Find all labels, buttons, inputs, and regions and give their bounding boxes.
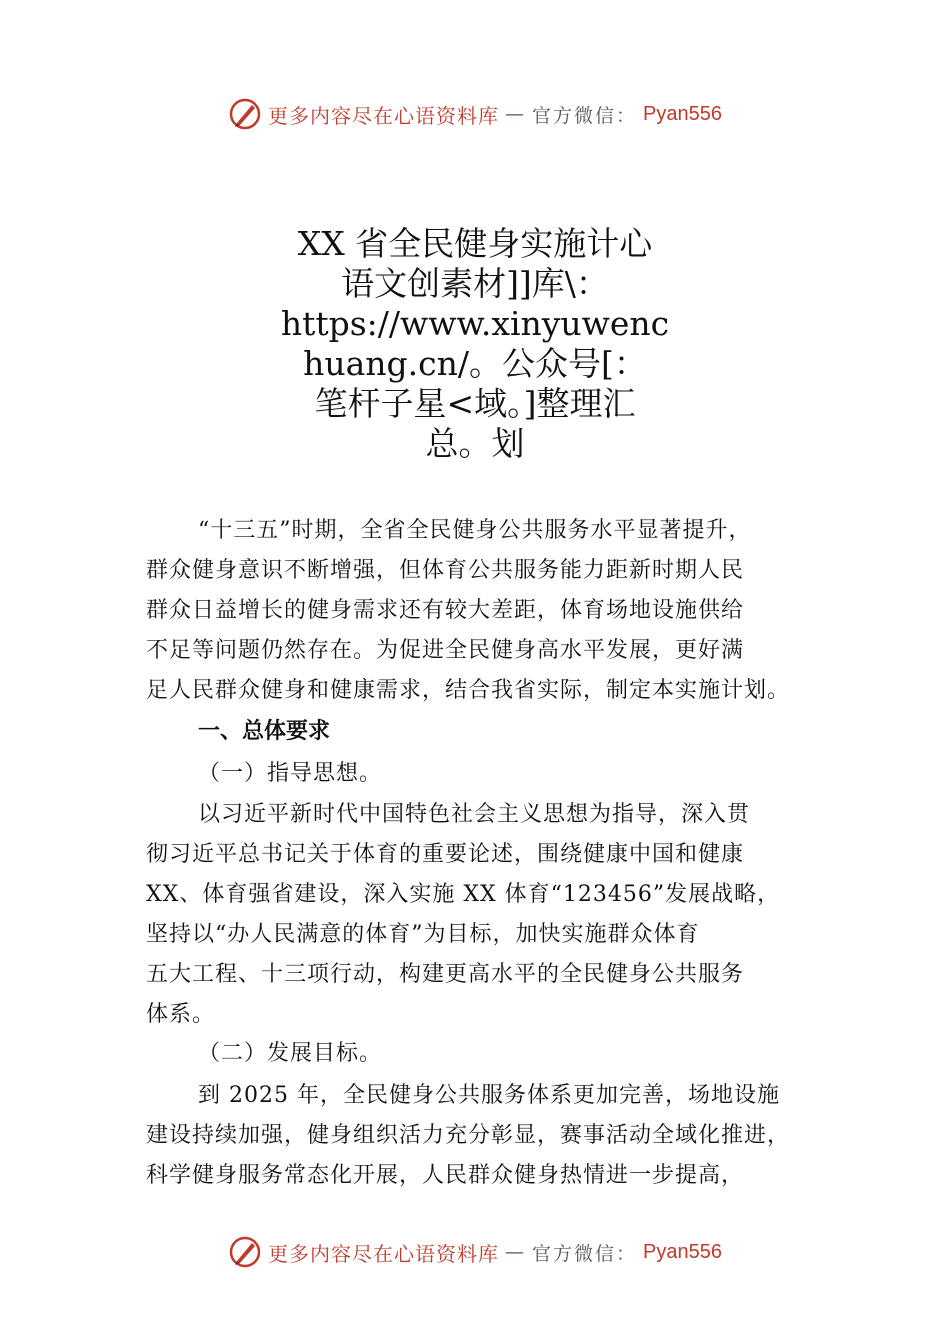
paragraph-line: 足人民群众健身和健康需求，结合我省实际，制定本实施计划。 — [146, 678, 791, 703]
banner-wechat-id: Pyan556 — [643, 1240, 722, 1263]
paragraph-line: 以习近平新时代中国特色社会主义思想为指导，深入贯 — [198, 802, 751, 827]
title-line: huang.cn/。公众号[： — [303, 344, 647, 383]
footer-watermark-banner — [0, 1232, 950, 1272]
paragraph-line: 彻习近平总书记关于体育的重要论述，围绕健康中国和健康 — [146, 842, 745, 867]
title-line: https://www.xinyuwenc — [280, 304, 670, 343]
banner-dash: — — [505, 103, 526, 125]
guiding-ideology-paragraph — [146, 795, 846, 1035]
header-watermark-banner — [0, 94, 950, 134]
paragraph-line: 科学健身服务常态化开展，人民群众健身热情进一步提高， — [146, 1163, 745, 1188]
development-goals-paragraph — [146, 1076, 846, 1196]
banner-brand: 更多内容尽在心语资料库 — [268, 103, 499, 128]
subsection-heading: （二）发展目标。 — [198, 1041, 383, 1066]
banner-wechat-label: 官方微信： — [532, 104, 638, 127]
subsection-heading: （一）指导思想。 — [198, 761, 383, 786]
title-line: 总。划 — [425, 424, 525, 463]
document-title — [0, 224, 950, 464]
paragraph-line: “十三五”时期，全省全民健身公共服务水平显著提升， — [198, 518, 752, 543]
pen-circle-icon — [228, 1235, 262, 1269]
paragraph-line: 体系。 — [146, 1002, 216, 1027]
title-line: 语文创素材]]库\： — [341, 264, 609, 303]
title-line: XX 省全民健身实施计心 — [297, 224, 653, 263]
title-line: 笔杆子星<域。]整理汇 — [314, 384, 636, 423]
paragraph-line: 群众健身意识不断增强，但体育公共服务能力距新时期人民 — [146, 558, 745, 583]
paragraph-line: 坚持以“办人民满意的体育”为目标，加快实施群众体育 — [146, 922, 700, 947]
banner-dash: — — [505, 1241, 526, 1263]
paragraph-line: 建设持续加强，健身组织活力充分彰显，赛事活动全域化推进， — [146, 1123, 791, 1148]
banner-wechat-id: Pyan556 — [643, 102, 722, 125]
pen-circle-icon — [228, 97, 262, 131]
banner-brand: 更多内容尽在心语资料库 — [268, 1241, 499, 1266]
paragraph-line: 到 2025 年，全民健身公共服务体系更加完善，场地设施 — [198, 1083, 780, 1108]
paragraph-line: 五大工程、十三项行动，构建更高水平的全民健身公共服务 — [146, 962, 745, 987]
paragraph-line: XX、体育强省建设，深入实施 XX 体育“123456”发展战略， — [146, 882, 781, 907]
section-heading: 一、总体要求 — [198, 719, 331, 744]
paragraph-line: 不足等问题仍然存在。为促进全民健身高水平发展，更好满 — [146, 638, 745, 663]
intro-paragraph — [146, 511, 846, 711]
paragraph-line: 群众日益增长的健身需求还有较大差距，体育场地设施供给 — [146, 598, 745, 623]
banner-wechat-label: 官方微信： — [532, 1242, 638, 1265]
